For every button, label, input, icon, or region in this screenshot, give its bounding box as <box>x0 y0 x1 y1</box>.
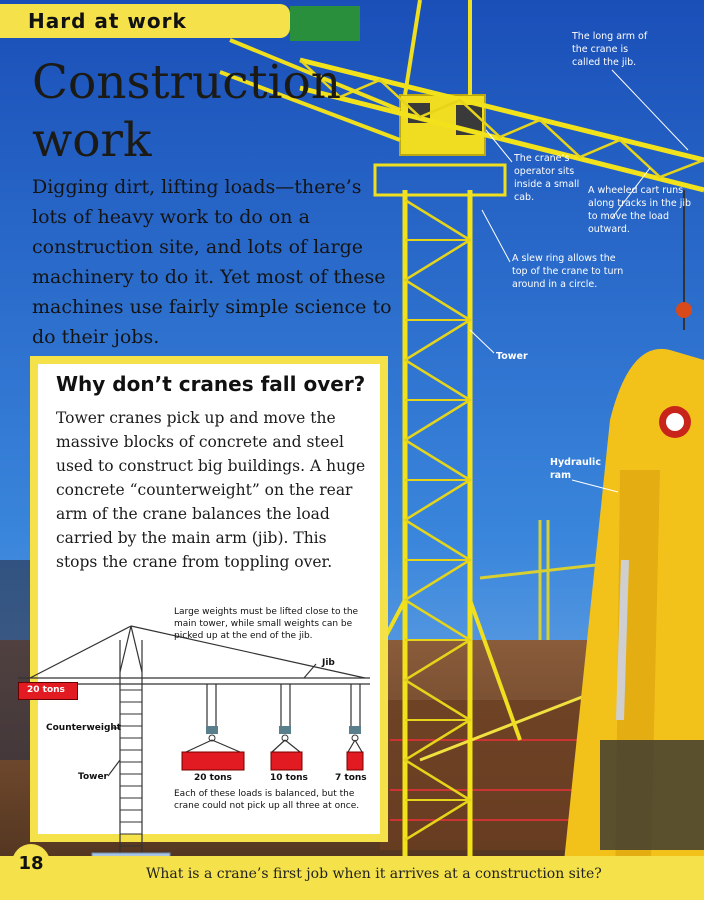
diagram-caption-bottom: Each of these loads is balanced, but the crane could not pick up all three at once. <box>174 789 360 811</box>
load-20-tons-label: 20 tons <box>194 773 232 783</box>
diagram-hooks <box>206 726 361 741</box>
callout-jib: The long arm of the crane is called the jib. <box>572 31 648 68</box>
diagram-counterweight-label: Counterweight <box>46 723 122 733</box>
callout-slew: A slew ring allows the top of the crane to turn around in a circle. <box>512 253 624 290</box>
callout-cart: A wheeled cart runs along tracks in the jib to move the load outward. <box>588 185 692 235</box>
callout-cab: The crane’s operator sits inside a small cab. <box>514 153 580 203</box>
load-7-tons-block <box>347 752 363 770</box>
info-box-body: Tower cranes pick up and move the massive blocks of concrete and steel used to construct big buildings. A huge concrete “counterweight” on the rear arm of the crane balances the load carried by the main arm (jib). This stops the crane from toppling over. <box>56 409 366 571</box>
intro-paragraph: Digging dirt, lifting loads—there’s lots of heavy work to do on a construction site, and lots of large machinery to do it. Yet most of these machines use fairly simple science to do their jobs. <box>32 176 392 348</box>
load-10-tons-block <box>271 752 302 770</box>
diagram-tower-rungs <box>120 690 142 846</box>
section-tab-label: Hard at work <box>28 9 187 33</box>
load-7-tons-label: 7 tons <box>335 773 367 783</box>
counterweight-value: 20 tons <box>27 685 65 695</box>
diagram-crane-structure <box>18 626 370 855</box>
diagram-tower-label: Tower <box>78 772 108 782</box>
diagram-jib-label: Jib <box>322 658 335 668</box>
load-10-tons-label: 10 tons <box>270 773 308 783</box>
info-box-heading: Why don’t cranes fall over? <box>56 372 366 396</box>
diagram-caption-top: Large weights must be lifted close to the main tower, while small weights can be picked up at the end of the jib. <box>174 607 359 641</box>
counterweight-block <box>18 682 78 700</box>
footer-question: What is a crane’s first job when it arrives at a construction site? <box>146 866 602 882</box>
page-title-line1: Construction <box>32 55 342 110</box>
callout-tower: Tower <box>496 351 528 362</box>
page-number: 18 <box>12 844 50 882</box>
load-20-tons-block <box>182 752 244 770</box>
page-title-line2: work <box>32 113 152 168</box>
callout-hydraulic-ram: Hydraulic ram <box>550 457 601 481</box>
